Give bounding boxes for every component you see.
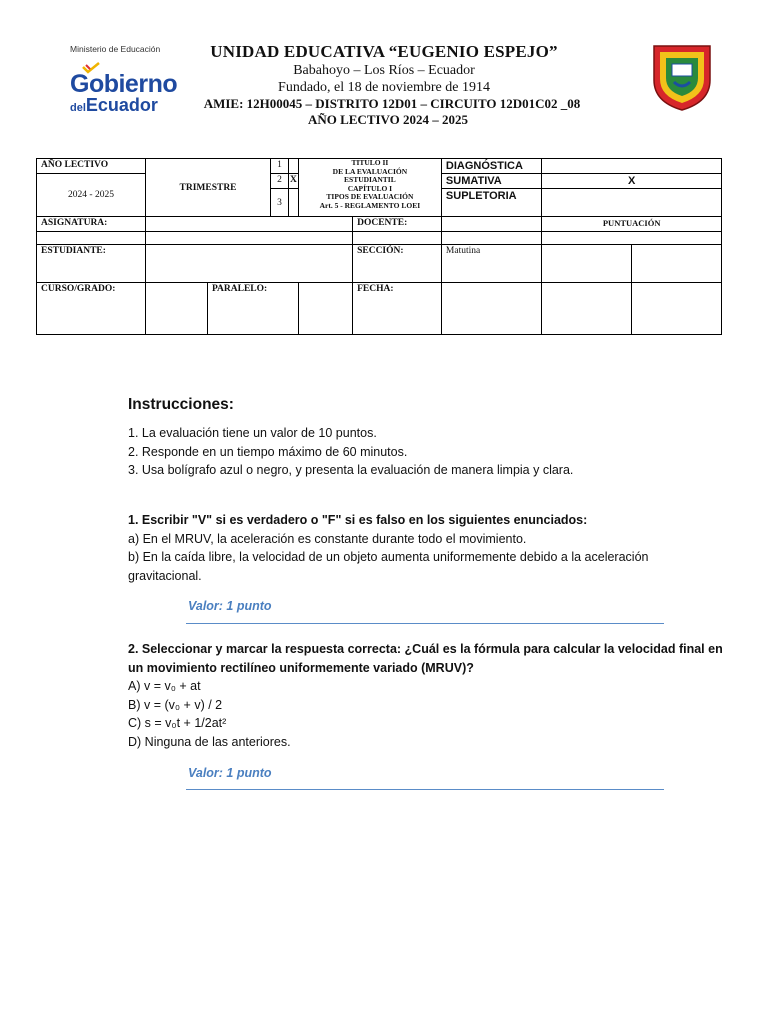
instructions-list [128,424,573,480]
question-1-valor: Valor: 1 punto [188,599,272,613]
question-2-option[interactable]: D) Ninguna de las anteriores. [128,734,291,749]
question-2-option[interactable]: A) v = v₀ + at [128,679,201,693]
curso-field[interactable] [146,283,208,335]
titulo-line: TITULO II [351,158,389,167]
trimestre-3-mark[interactable] [288,189,298,217]
trimestre-2-mark[interactable]: X [288,174,298,189]
paralelo-label: PARALELO: [207,283,298,335]
school-name: UNIDAD EDUCATIVA “EUGENIO ESPEJO” [210,42,558,61]
question-2-valor: Valor: 1 punto [188,766,272,780]
logo-gobierno: Gobierno [70,70,178,98]
question-2-divider [186,789,664,790]
asignatura-label: ASIGNATURA: [37,217,146,232]
trimestre-2: 2 [271,174,289,189]
puntuacion-cell-2[interactable] [632,245,722,283]
school-year: AÑO LECTIVO 2024 – 2025 [307,112,469,127]
school-founded: Fundado, el 18 de noviembre de 1914 [278,80,490,95]
exam-info-table [36,158,722,335]
sumativa-mark[interactable]: X [542,174,722,189]
docente-label: DOCENTE: [353,217,442,232]
question-2-title: 2. Seleccionar y marcar la respuesta correcta: ¿Cuál es la fórmula para calcular la velocidad final en [128,642,723,656]
asignatura-field[interactable] [146,217,353,232]
question-1-divider [186,623,664,624]
instruction-item: 3. Usa bolígrafo azul o negro, y presenta la evaluación de manera limpia y clara. [128,463,574,477]
question-2-title-cont: un movimiento rectilíneo uniformemente variado (MRUV)? [128,660,474,675]
supletoria-mark[interactable] [542,189,722,217]
sumativa-label: SUMATIVA [441,174,541,189]
ministry-label: Ministerio de Educación [70,44,161,54]
instruction-item: 2. Responde en un tiempo máximo de 60 minutos. [128,444,408,459]
trimestre-1: 1 [271,159,289,174]
paralelo-field[interactable] [298,283,352,335]
curso-label: CURSO/GRADO: [37,283,146,335]
diagnostica-label: DIAGNÓSTICA [441,159,541,174]
question-2-option[interactable]: B) v = (v₀ + v) / 2 [128,697,223,712]
seccion-value: Matutina [441,245,541,283]
school-crest-icon [650,42,714,112]
question-1 [128,511,728,585]
trimestre-1-mark[interactable] [288,159,298,174]
logo-check-icon [82,62,100,74]
question-1-option-a: a) En el MRUV, la aceleración es constante durante todo el movimiento. [128,531,527,546]
supletoria-label: SUPLETORIA [441,189,541,217]
question-1-option-b-cont: gravitacional. [128,568,202,583]
docente-field[interactable] [441,217,541,232]
logo-ecuador: Ecuador [85,95,158,115]
question-2 [128,640,728,751]
ano-lectivo-label: AÑO LECTIVO [37,159,146,174]
titulo-block [298,159,441,217]
titulo-line: DE LA EVALUACIÓN [332,166,408,176]
titulo-line: Art. 5 - REGLAMENTO LOEI [319,200,421,210]
fecha-label: FECHA: [353,283,442,335]
diagnostica-mark[interactable] [542,159,722,174]
estudiante-label: ESTUDIANTE: [37,245,146,283]
instructions-title: Instrucciones: [128,396,234,413]
titulo-line: ESTUDIANTIL [344,175,396,184]
estudiante-field[interactable] [146,245,353,283]
titulo-line: CAPÍTULO I [347,183,393,193]
logo-del: del [70,102,86,114]
instruction-item: 1. La evaluación tiene un valor de 10 puntos. [128,426,377,440]
trimestre-label: TRIMESTRE [146,159,271,217]
school-amie: AMIE: 12H00045 – DISTRITO 12D01 – CIRCUITO 12D01C02 _08 [203,96,581,111]
school-location: Babahoyo – Los Ríos – Ecuador [293,63,475,78]
puntuacion-cell-3[interactable] [542,283,632,335]
puntuacion-label: PUNTUACIÓN [542,217,722,232]
gobierno-ecuador-logo [70,44,180,134]
seccion-label: SECCIÓN: [353,245,442,283]
question-1-option-b: b) En la caída libre, la velocidad de un objeto aumenta uniformemente debido a la aceleración [128,550,649,564]
question-1-title: 1. Escribir "V" si es verdadero o "F" si es falso en los siguientes enunciados: [128,513,588,527]
puntuacion-cell-4[interactable] [632,283,722,335]
puntuacion-cell-1[interactable] [542,245,632,283]
titulo-line: TIPOS DE EVALUACIÓN [326,192,414,201]
ano-lectivo-value: 2024 - 2025 [37,174,146,217]
trimestre-3: 3 [271,189,289,217]
fecha-field[interactable] [441,283,541,335]
question-2-option[interactable]: C) s = v₀t + 1/2at² [128,716,227,730]
